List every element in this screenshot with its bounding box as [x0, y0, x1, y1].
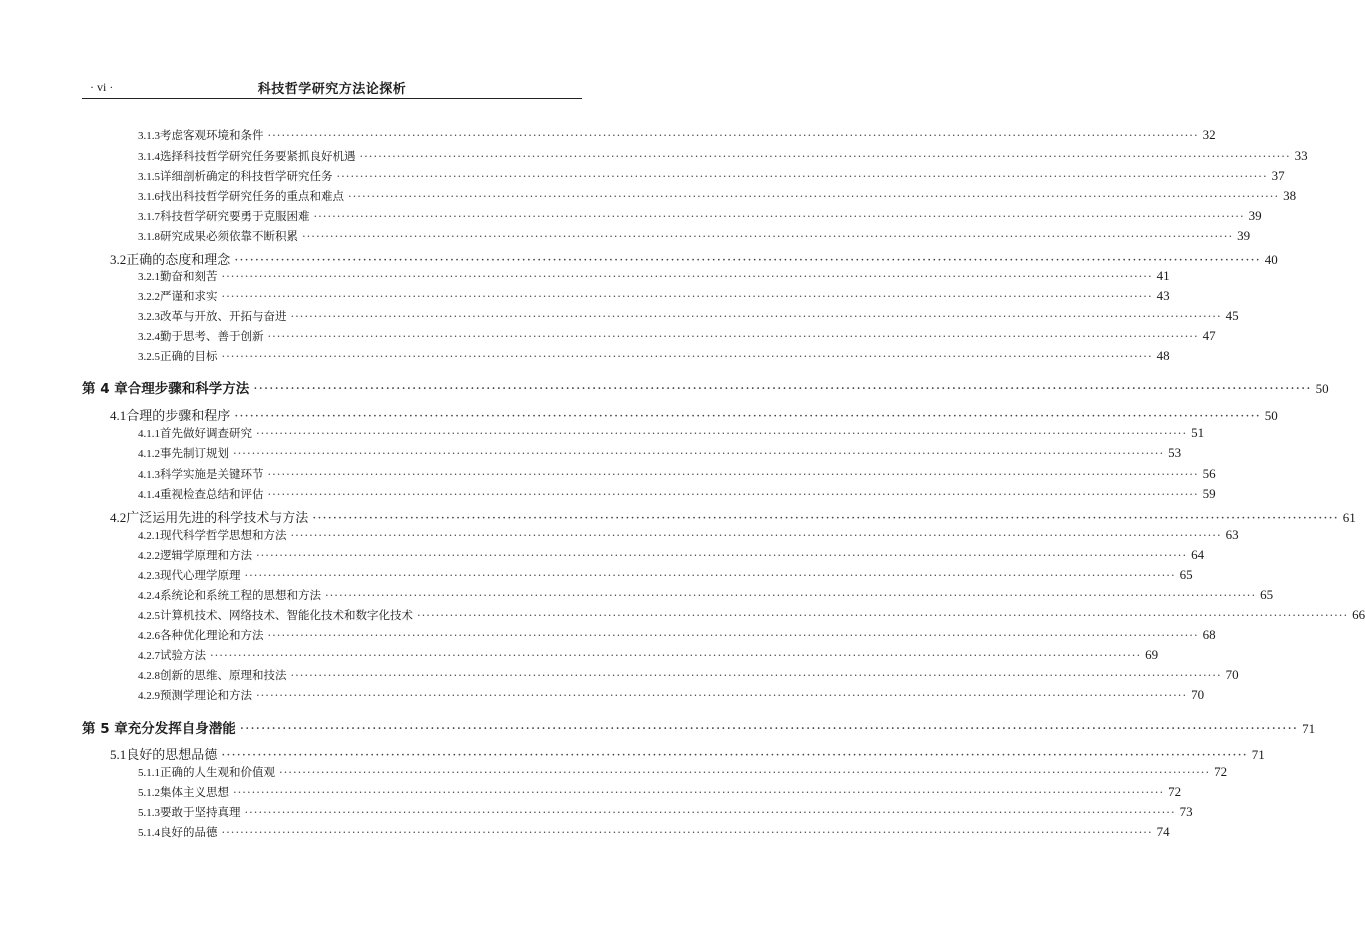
toc-entry: [0, 507, 1356, 526]
toc-entry: [0, 127, 1216, 143]
toc-entry-title: 要敢于坚持真理: [160, 805, 241, 819]
dot-leader: ········································································································································································································: [267, 487, 1199, 501]
toc-entry-page: 32: [1202, 127, 1216, 142]
toc-entry: [0, 328, 1216, 344]
toc-entry-title: 找出科技哲学研究任务的重点和难点: [160, 189, 344, 203]
dot-leader: ········································································································································································································: [267, 628, 1199, 642]
toc-entry-number: 第 4 章: [82, 381, 128, 397]
dot-leader: ········································································································································································································: [244, 568, 1176, 582]
toc-entry-number: 4.2.5: [138, 610, 160, 622]
toc-entry-page: 50: [1315, 381, 1329, 396]
page-number-marker: · vi ·: [90, 80, 114, 94]
toc-entry-number: 3.1.8: [138, 231, 160, 243]
dot-leader: ········································································································································································································: [313, 209, 1245, 223]
toc-entry: [0, 249, 1278, 268]
toc-entry-page: 43: [1156, 288, 1170, 303]
toc-entry-number: 4.1.1: [138, 428, 160, 440]
dot-leader: ········································································································································································································: [233, 785, 1165, 799]
toc-entry: [0, 627, 1216, 643]
toc-entry: [0, 824, 1170, 840]
dot-leader: ········································································································································································································: [221, 269, 1153, 283]
toc-entry-number: 4.2.6: [138, 630, 160, 642]
toc-entry-number: 3.2.2: [138, 291, 160, 303]
toc-entry-page: 61: [1342, 510, 1356, 525]
toc-entry-page: 64: [1191, 547, 1205, 562]
toc-entry-page: 71: [1302, 721, 1316, 736]
toc-entry-page: 39: [1237, 228, 1251, 243]
toc-entry-number: 4.2: [110, 510, 127, 525]
dot-leader: ········································································································································································································: [312, 511, 1339, 526]
toc-entry: [0, 188, 1297, 204]
toc-entry-page: 65: [1260, 587, 1274, 602]
dot-leader: ········································································································································································································: [221, 748, 1248, 763]
toc-entry: [0, 764, 1228, 780]
dot-leader: ········································································································································································································: [221, 349, 1153, 363]
toc-entry-title: 正确的态度和理念: [126, 253, 231, 268]
toc-entry-page: 66: [1352, 607, 1365, 622]
toc-entry: [0, 547, 1205, 563]
toc-entry-title: 改革与开放、开拓与奋进: [160, 309, 287, 323]
dot-leader: ········································································································································································································: [221, 289, 1153, 303]
dot-leader: ········································································································································································································: [348, 189, 1280, 203]
dot-leader: ········································································································································································································: [253, 381, 1312, 397]
toc-entry-title: 良好的品德: [160, 825, 218, 839]
toc-entry: [0, 148, 1308, 164]
dot-leader: ········································································································································································································: [244, 805, 1176, 819]
toc-entry-title: 系统论和系统工程的思想和方法: [160, 588, 321, 602]
toc-entry-page: 74: [1156, 824, 1170, 839]
dot-leader: ········································································································································································································: [221, 825, 1153, 839]
toc-entry-title: 广泛运用先进的科学技术与方法: [126, 511, 309, 526]
toc-entry-page: 73: [1179, 804, 1193, 819]
toc-entry-number: 3.2: [110, 252, 127, 267]
dot-leader: ········································································································································································································: [290, 528, 1222, 542]
dot-leader: ········································································································································································································: [256, 548, 1188, 562]
toc-entry: [0, 717, 1316, 737]
toc-entry-title: 选择科技哲学研究任务要紧抓良好机遇: [160, 149, 356, 163]
dot-leader: ········································································································································································································: [417, 608, 1349, 622]
toc-entry-title: 现代科学哲学思想和方法: [160, 528, 287, 542]
toc-entry-page: 40: [1264, 252, 1278, 267]
toc-entry-page: 72: [1214, 764, 1228, 779]
toc-entry-title: 充分发挥自身潜能: [127, 721, 236, 737]
toc-entry: [0, 486, 1216, 502]
toc-entry-number: 4.1.4: [138, 489, 160, 501]
dot-leader: ········································································································································································································: [239, 721, 1299, 737]
toc-entry: [0, 466, 1216, 482]
toc-entry-number: 4.1: [110, 408, 127, 423]
toc-entry: [0, 744, 1265, 763]
toc-entry: [0, 607, 1365, 623]
toc-entry: [0, 667, 1239, 683]
toc-entry: [0, 348, 1170, 364]
toc-entry-title: 勤于思考、善于创新: [160, 329, 264, 343]
dot-leader: ········································································································································································································: [267, 467, 1199, 481]
dot-leader: ········································································································································································································: [290, 668, 1222, 682]
dot-leader: ········································································································································································································: [267, 329, 1199, 343]
toc-entry-page: 45: [1225, 308, 1239, 323]
toc-entry-page: 65: [1179, 567, 1193, 582]
toc-entry: [0, 445, 1182, 461]
toc-entry-title: 合理的步骤和程序: [126, 409, 231, 424]
toc-entry-number: 5.1.3: [138, 807, 160, 819]
toc-entry-page: 51: [1191, 425, 1205, 440]
toc-entry-number: 3.1.7: [138, 211, 160, 223]
toc-entry-page: 70: [1191, 687, 1205, 702]
toc-entry-title: 合理步骤和科学方法: [127, 381, 250, 397]
toc-entry-number: 3.2.4: [138, 331, 160, 343]
toc-entry: [0, 647, 1159, 663]
toc-entry: [0, 527, 1239, 543]
toc-entry-number: 3.1.4: [138, 151, 160, 163]
toc-entry-title: 良好的思想品德: [126, 748, 218, 763]
toc-entry-number: 4.2.9: [138, 690, 160, 702]
toc-entry-page: 53: [1168, 445, 1182, 460]
toc-entry-page: 37: [1271, 168, 1285, 183]
toc-entry-number: 3.2.1: [138, 271, 160, 283]
toc-entry-number: 4.1.2: [138, 448, 160, 460]
toc-entry: [0, 168, 1285, 184]
toc-entry: [0, 587, 1274, 603]
toc-entry-title: 研究成果必须依靠不断积累: [160, 229, 298, 243]
toc-entry: [0, 308, 1239, 324]
toc-entry-title: 逻辑学原理和方法: [160, 548, 252, 562]
toc-entry-number: 4.1.3: [138, 469, 160, 481]
dot-leader: ········································································································································································································: [234, 253, 1261, 268]
toc-entry-title: 首先做好调查研究: [160, 426, 252, 440]
toc-entry-title: 正确的人生观和价值观: [160, 765, 275, 779]
toc-entry: [0, 288, 1170, 304]
toc-entry-number: 5.1.4: [138, 827, 160, 839]
toc-entry-title: 试验方法: [160, 648, 206, 662]
toc-entry-number: 5.1.2: [138, 787, 160, 799]
toc-entry-title: 正确的目标: [160, 349, 218, 363]
toc-entry-page: 33: [1294, 148, 1308, 163]
dot-leader: ········································································································································································································: [290, 309, 1222, 323]
toc-entry-number: 3.2.5: [138, 351, 160, 363]
toc-entry-title: 科学实施是关键环节: [160, 467, 264, 481]
toc-entry-title: 科技哲学研究要勇于克服困难: [160, 209, 310, 223]
toc-entry: [0, 268, 1170, 284]
toc-entry-title: 事先制订规划: [160, 446, 229, 460]
dot-leader: ········································································································································································································: [233, 446, 1165, 460]
toc-entry-page: 47: [1202, 328, 1216, 343]
toc-entry-title: 集体主义思想: [160, 785, 229, 799]
toc-entry-number: 4.2.1: [138, 530, 160, 542]
toc-entry: [0, 377, 1329, 397]
toc-entry-page: 69: [1145, 647, 1159, 662]
toc-entry-number: 4.2.8: [138, 670, 160, 682]
book-title: 科技哲学研究方法论探析: [257, 82, 407, 97]
toc-entry-number: 3.1.6: [138, 191, 160, 203]
toc-entry-number: 5.1: [110, 747, 127, 762]
toc-entry-number: 4.2.2: [138, 550, 160, 562]
toc-entry-number: 第 5 章: [82, 721, 128, 737]
toc-entry-page: 70: [1225, 667, 1239, 682]
toc-entry-number: 4.2.3: [138, 570, 160, 582]
toc-entry-number: 3.1.5: [138, 171, 160, 183]
toc-entry-title: 详细剖析确定的科技哲学研究任务: [160, 169, 333, 183]
toc-entry-title: 勤奋和刻苦: [160, 269, 218, 283]
toc-entry-page: 68: [1202, 627, 1216, 642]
toc-entry-page: 72: [1168, 784, 1182, 799]
toc-entry: [0, 687, 1205, 703]
toc-entry-page: 39: [1248, 208, 1262, 223]
toc-entry-page: 48: [1156, 348, 1170, 363]
toc-entry-page: 56: [1202, 466, 1216, 481]
dot-leader: ········································································································································································································: [256, 426, 1188, 440]
dot-leader: ········································································································································································································: [256, 688, 1188, 702]
toc-entry-title: 严谨和求实: [160, 289, 218, 303]
dot-leader: ········································································································································································································: [210, 648, 1142, 662]
toc-entry: [0, 405, 1278, 424]
toc-entry-page: 63: [1225, 527, 1239, 542]
toc-entry-title: 创新的思维、原理和技法: [160, 668, 287, 682]
dot-leader: ········································································································································································································: [359, 149, 1291, 163]
toc-entry-page: 59: [1202, 486, 1216, 501]
toc-entry-page: 41: [1156, 268, 1170, 283]
toc-entry-page: 38: [1283, 188, 1297, 203]
toc-entry-title: 计算机技术、网络技术、智能化技术和数字化技术: [160, 608, 413, 622]
dot-leader: ········································································································································································································: [234, 409, 1261, 424]
dot-leader: ········································································································································································································: [279, 765, 1211, 779]
toc-entry: [0, 228, 1251, 244]
toc-entry-number: 3.1.3: [138, 130, 160, 142]
toc-entry-number: 5.1.1: [138, 767, 160, 779]
toc-entry-page: 50: [1264, 408, 1278, 423]
toc-entry-number: 3.2.3: [138, 311, 160, 323]
toc-entry-number: 4.2.7: [138, 650, 160, 662]
toc-entry-title: 现代心理学原理: [160, 568, 241, 582]
toc-entry: [0, 784, 1182, 800]
toc-entry: [0, 425, 1205, 441]
dot-leader: ········································································································································································································: [267, 128, 1199, 142]
toc-entry: [0, 567, 1193, 583]
toc-entry-title: 考虑客观环境和条件: [160, 128, 264, 142]
toc-entry-title: 预测学理论和方法: [160, 688, 252, 702]
toc-entry-title: 重视检查总结和评估: [160, 487, 264, 501]
toc-entry-number: 4.2.4: [138, 590, 160, 602]
dot-leader: ········································································································································································································: [325, 588, 1257, 602]
toc-entry: [0, 804, 1193, 820]
dot-leader: ········································································································································································································: [302, 229, 1234, 243]
dot-leader: ········································································································································································································: [336, 169, 1268, 183]
toc-entry: [0, 208, 1262, 224]
toc-entry-title: 各种优化理论和方法: [160, 628, 264, 642]
toc-entry-page: 71: [1251, 747, 1265, 762]
